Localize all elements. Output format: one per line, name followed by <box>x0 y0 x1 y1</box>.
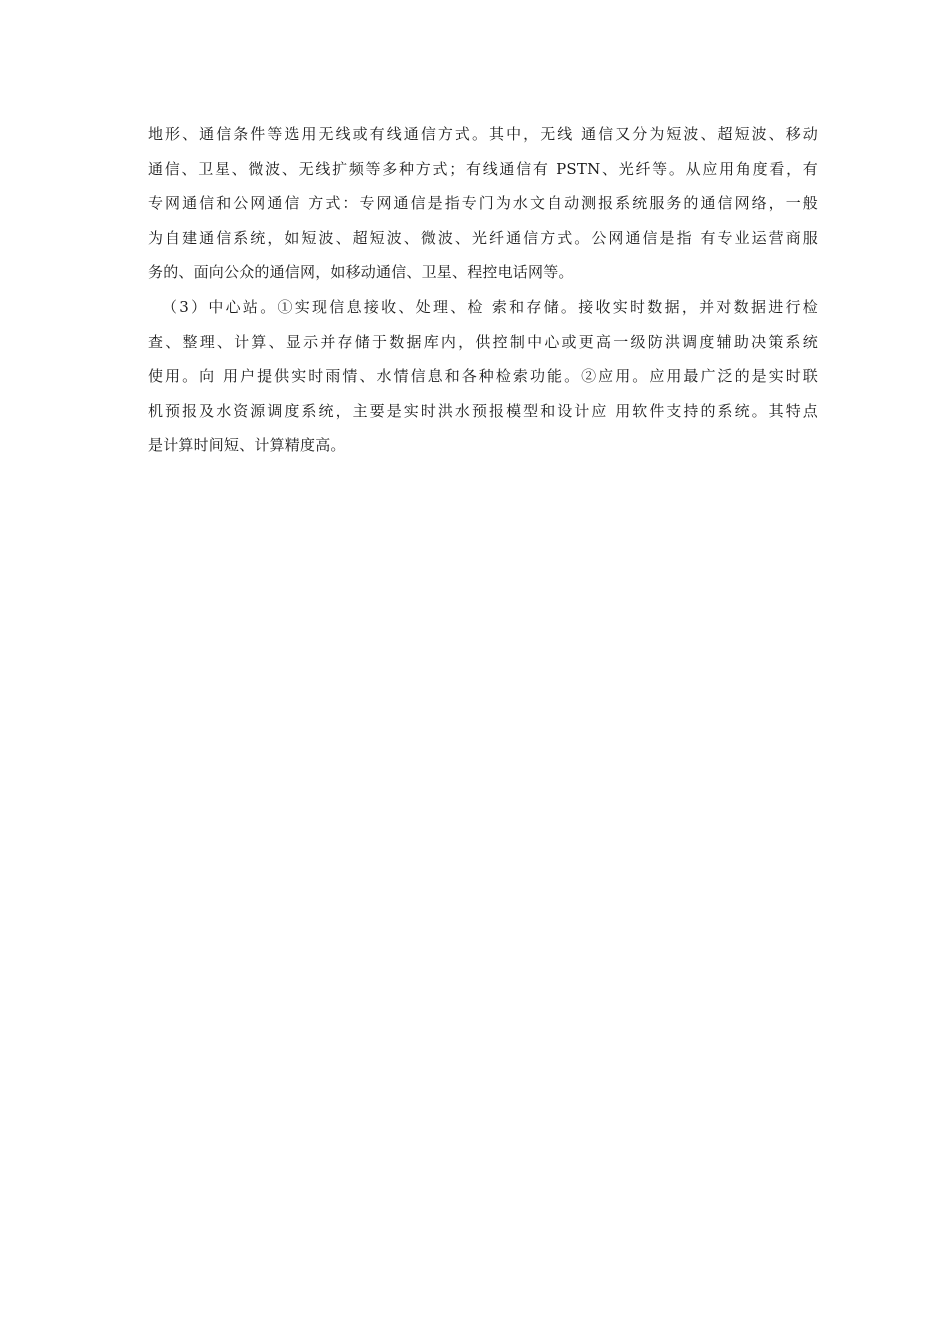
text-line: 专网通信和公网通信 方式：专网通信是指专门为水文自动测报系统服务的通信网络，一般 <box>148 194 818 213</box>
text-line: 为自建通信系统，如短波、超短波、微波、光纤通信方式。公网通信是指 有专业运营商服 <box>148 228 818 247</box>
text-line: 使用。向 用户提供实时雨情、水情信息和各种检索功能。②应用。应用最广泛的是实时联 <box>148 367 818 386</box>
paragraph-communication <box>148 117 818 290</box>
text-line: 是计算时间短、计算精度高。 <box>148 436 346 455</box>
text-line: （3）中心站。①实现信息接收、处理、检 索和存储。接收实时数据，并对数据进行检 <box>162 297 818 316</box>
text-line: 机预报及水资源调度系统，主要是实时洪水预报模型和设计应 用软件支持的系统。其特点 <box>148 401 818 420</box>
text-line: 务的、面向公众的通信网，如移动通信、卫星、程控电话网等。 <box>148 263 574 282</box>
document-body <box>148 117 818 463</box>
text-line: 通信、卫星、微波、无线扩频等多种方式；有线通信有 PSTN、光纤等。从应用角度看，有 <box>148 159 818 178</box>
text-line: 查、整理、计算、显示并存储于数据库内，供控制中心或更高一级防洪调度辅助决策系统 <box>148 332 818 351</box>
paragraph-central-station <box>148 290 818 463</box>
text-line: 地形、通信条件等选用无线或有线通信方式。其中，无线 通信又分为短波、超短波、移动 <box>148 125 818 143</box>
